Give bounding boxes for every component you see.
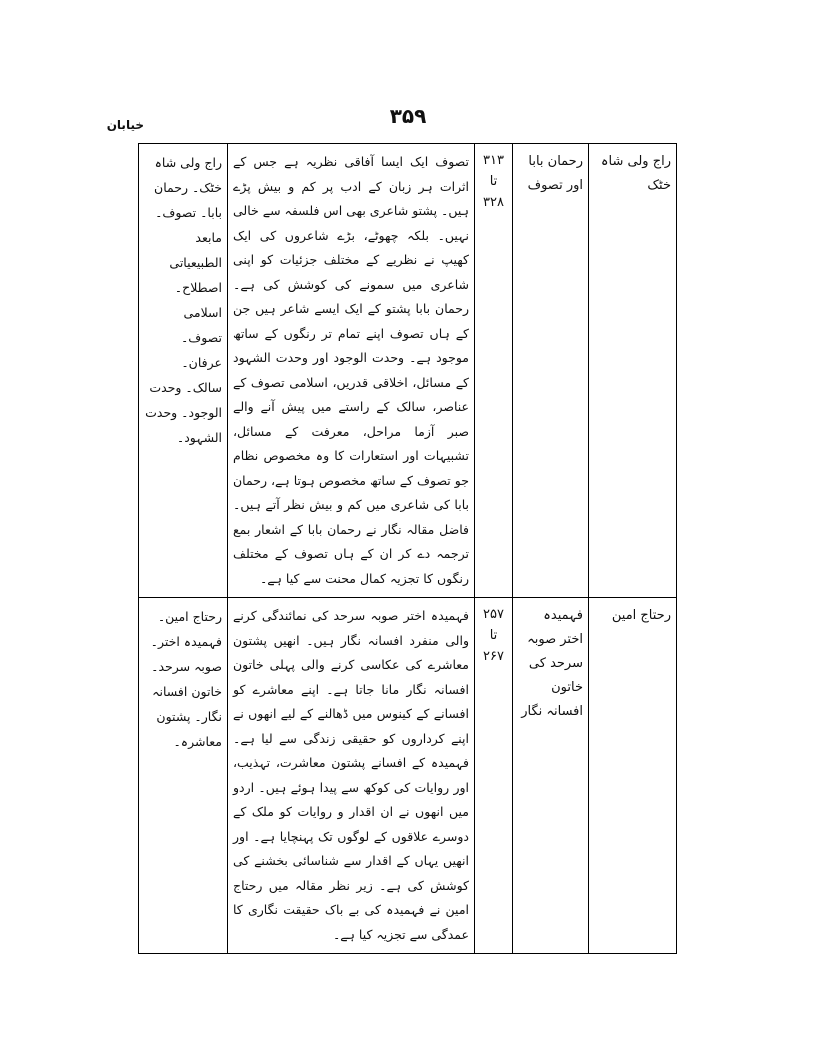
- page-to-word: تا: [489, 174, 498, 189]
- table-row: [139, 144, 677, 598]
- author-cell: رحتاج امین: [589, 598, 677, 954]
- summary-cell: تصوف ایک ایسا آفاقی نظریہ ہے جس کے اثرات ہر زبان کے ادب پر کم و بیش پڑے ہیں۔ پشتو شاعری بھی اس فلسفہ سے خالی نہیں۔ بلکہ چھوٹے، بڑے شاعروں کی ایک کھیپ نے نظریے کے مختلف جزئیات کو اپنی شاعری میں سمونے کی کوشش کی ہے۔ رحمان بابا پشتو کے ایک ایسے شاعر ہیں جن کے ہاں تصوف اپنے تمام تر رنگوں کے ساتھ موجود ہے۔ وحدت الوجود اور وحدت الشہود کے مسائل، اخلاقی قدریں، اسلامی تصوف کے عناصر، سالک کے راستے میں پیش آنے والے صبر آزما مراحل، معرفت کے مسائل، تشبیہات اور استعارات کا وہ مخصوص نظام جو تصوف کے ساتھ مخصوص ہوتا ہے، رحمان بابا کی شاعری میں کم و بیش نظر آتے ہیں۔ فاضل مقالہ نگار نے رحمان بابا کے اشعار بمع ترجمہ دے کر ان کے ہاں تصوف کے مختلف رنگوں کا تجزیہ کمال محنت سے کیا ہے۔: [228, 144, 475, 598]
- author-cell: راج ولی شاہ خٹک: [589, 144, 677, 598]
- keywords-cell: رحتاج امین۔ فہمیدہ اختر۔ صوبہ سرحد۔ خاتون افسانہ نگار۔ پشتون معاشرہ۔: [139, 598, 228, 954]
- index-table: [138, 143, 677, 954]
- page-to: ۳۲۸: [483, 195, 504, 210]
- pages-cell: [475, 598, 513, 954]
- article-title-cell: فہمیدہ اختر صوبہ سرحد کی خاتون افسانہ نگار: [513, 598, 589, 954]
- page-from: ۳۱۳: [483, 153, 504, 168]
- journal-name: خیابان: [106, 118, 144, 132]
- page-to: ۲۶۷: [483, 649, 504, 664]
- page-from: ۲۵۷: [483, 607, 504, 622]
- table-row: [139, 598, 677, 954]
- pages-cell: [475, 144, 513, 598]
- page-to-word: تا: [489, 628, 498, 643]
- keywords-cell: راج ولی شاہ خٹک۔ رحمان بابا۔ تصوف۔ مابعد الطبیعیاتی اصطلاح۔ اسلامی تصوف۔ عرفان۔ سالک۔ وحدت الوجود۔ وحدت الشہود۔: [139, 144, 228, 598]
- summary-cell: فہمیدہ اختر صوبہ سرحد کی نمائندگی کرنے والی منفرد افسانہ نگار ہیں۔ انھیں پشتون معاشرے کی عکاسی کرنے والی پہلی خاتون افسانہ نگار مانا جاتا ہے۔ اپنے معاشرے کو افسانے کے کینوس میں ڈھالنے کے لیے انھوں نے اپنے کرداروں کو حقیقی زندگی سے لیا ہے۔ فہمیدہ کے افسانے پشتون معاشرت، تہذیب، اور روایات کی کوکھ سے پیدا ہوئے ہیں۔ اردو میں انھوں نے ان اقدار و روایات کو ملک کے دوسرے علاقوں کے لوگوں تک پہنچایا ہے۔ اور انھیں یہاں کے اقدار سے شناسائی بخشنے کی کوشش کی ہے۔ زیر نظر مقالہ میں رحتاج امین نے فہمیدہ کی بے باک حقیقت نگاری کا عمدگی سے تجزیہ کیا ہے۔: [228, 598, 475, 954]
- article-title-cell: رحمان بابا اور تصوف: [513, 144, 589, 598]
- page-number: ۳۵۹: [389, 104, 427, 128]
